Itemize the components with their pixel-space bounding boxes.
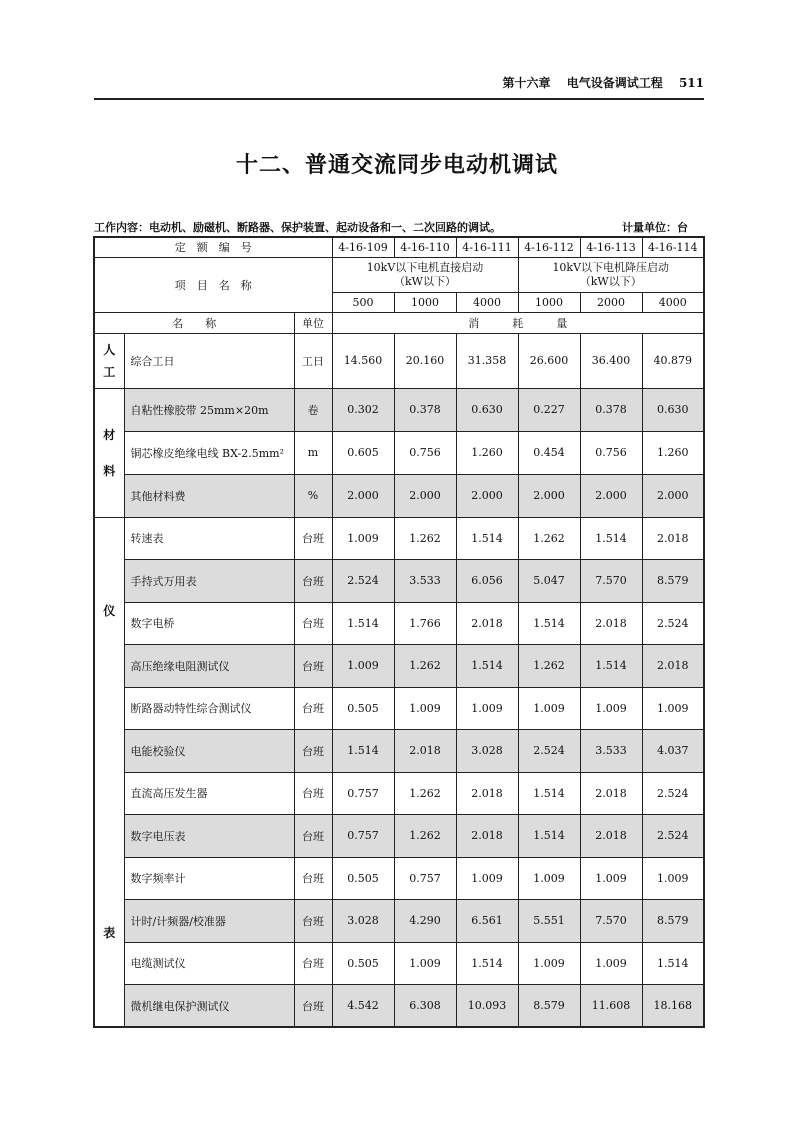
table-row xyxy=(94,602,704,645)
value-cell: 0.630 xyxy=(642,388,704,431)
value-cell: 0.378 xyxy=(580,388,642,431)
page-title: 十二、普通交流同步电动机调试 xyxy=(235,152,558,178)
item-name: 电缆测试仪 xyxy=(124,942,294,985)
section-label: 电气设备调试工程 xyxy=(566,76,663,90)
value-cell: 1.262 xyxy=(394,517,456,560)
code-cell: 4-16-109 xyxy=(332,237,394,257)
item-unit: m xyxy=(294,431,332,474)
value-cell: 2.018 xyxy=(580,772,642,815)
item-unit: 台班 xyxy=(294,517,332,560)
value-cell: 3.028 xyxy=(332,900,394,943)
value-cell: 26.600 xyxy=(518,333,580,388)
value-cell: 1.009 xyxy=(580,687,642,730)
value-cell: 0.757 xyxy=(332,772,394,815)
table-row xyxy=(94,900,704,943)
item-unit: 工日 xyxy=(294,333,332,388)
value-cell: 1.009 xyxy=(456,857,518,900)
value-cell: 0.454 xyxy=(518,431,580,474)
value-cell: 2.524 xyxy=(518,730,580,773)
table-row xyxy=(94,474,704,517)
value-cell: 14.560 xyxy=(332,333,394,388)
category-char: 工 xyxy=(103,364,116,379)
item-unit: 台班 xyxy=(294,772,332,815)
column-header-row xyxy=(94,312,704,333)
value-cell: 2.018 xyxy=(456,602,518,645)
value-cell: 1.514 xyxy=(332,602,394,645)
value-cell: 3.533 xyxy=(394,560,456,603)
value-cell: 1.262 xyxy=(394,815,456,858)
item-unit: 台班 xyxy=(294,815,332,858)
value-cell: 7.570 xyxy=(580,900,642,943)
value-cell: 1.766 xyxy=(394,602,456,645)
value-cell: 5.047 xyxy=(518,560,580,603)
value-cell: 1.514 xyxy=(518,602,580,645)
quota-label: 定 额 编 号 xyxy=(94,237,332,257)
item-name: 手持式万用表 xyxy=(124,560,294,603)
value-cell: 2.000 xyxy=(456,474,518,517)
group-header-reduced xyxy=(518,257,704,292)
table-row xyxy=(94,857,704,900)
value-cell: 0.227 xyxy=(518,388,580,431)
value-cell: 1.009 xyxy=(642,857,704,900)
value-cell: 1.009 xyxy=(394,942,456,985)
code-cell: 4-16-114 xyxy=(642,237,704,257)
col-name-header: 名 称 xyxy=(94,312,294,333)
item-name: 综合工日 xyxy=(124,333,294,388)
value-cell: 0.757 xyxy=(332,815,394,858)
group-row xyxy=(94,257,704,292)
value-cell: 1.262 xyxy=(518,645,580,688)
table-row xyxy=(94,560,704,603)
value-cell: 2.524 xyxy=(642,602,704,645)
value-cell: 1.009 xyxy=(518,857,580,900)
value-cell: 1.514 xyxy=(518,815,580,858)
value-cell: 8.579 xyxy=(518,985,580,1028)
page-number: 511 xyxy=(678,76,704,90)
table-row xyxy=(94,431,704,474)
category-char: 材 xyxy=(103,427,116,442)
col-unit-header: 单位 xyxy=(294,312,332,333)
value-cell: 2.000 xyxy=(394,474,456,517)
value-cell: 1.009 xyxy=(580,857,642,900)
value-cell: 4.037 xyxy=(642,730,704,773)
table-row xyxy=(94,815,704,858)
col-consumption-header: 消 耗 量 xyxy=(332,312,704,333)
value-cell: 2.524 xyxy=(642,815,704,858)
item-name: 铜芯橡皮绝缘电线 BX-2.5mm² xyxy=(124,431,294,474)
item-name: 其他材料费 xyxy=(124,474,294,517)
item-name: 自粘性橡胶带 25mm×20m xyxy=(124,388,294,431)
value-cell: 0.605 xyxy=(332,431,394,474)
unit-measure: 计量单位：台 xyxy=(622,221,688,234)
table-meta xyxy=(94,219,694,235)
item-unit: 台班 xyxy=(294,687,332,730)
item-name: 数字电压表 xyxy=(124,815,294,858)
capacity-cell: 4000 xyxy=(642,292,704,312)
group-header-direct xyxy=(332,257,518,292)
table-row xyxy=(94,517,704,560)
materials-category xyxy=(94,388,124,517)
item-unit: 台班 xyxy=(294,857,332,900)
value-cell: 8.579 xyxy=(642,900,704,943)
labor-category xyxy=(94,333,124,388)
item-name: 转速表 xyxy=(124,517,294,560)
item-name: 电能校验仪 xyxy=(124,730,294,773)
value-cell: 0.757 xyxy=(394,857,456,900)
capacity-cell: 2000 xyxy=(580,292,642,312)
value-cell: 20.160 xyxy=(394,333,456,388)
value-cell: 1.260 xyxy=(456,431,518,474)
value-cell: 0.756 xyxy=(394,431,456,474)
item-unit: % xyxy=(294,474,332,517)
table-row xyxy=(94,730,704,773)
value-cell: 2.524 xyxy=(642,772,704,815)
group-line1: 10kV以下电机降压启动 xyxy=(552,260,670,274)
value-cell: 1.514 xyxy=(456,517,518,560)
value-cell: 0.630 xyxy=(456,388,518,431)
value-cell: 0.505 xyxy=(332,687,394,730)
value-cell: 2.018 xyxy=(642,517,704,560)
value-cell: 8.579 xyxy=(642,560,704,603)
capacity-cell: 1000 xyxy=(518,292,580,312)
value-cell: 2.000 xyxy=(642,474,704,517)
quota-table xyxy=(93,236,705,1028)
value-cell: 0.378 xyxy=(394,388,456,431)
value-cell: 4.542 xyxy=(332,985,394,1028)
value-cell: 11.608 xyxy=(580,985,642,1028)
capacity-cell: 4000 xyxy=(456,292,518,312)
capacity-cell: 1000 xyxy=(394,292,456,312)
value-cell: 5.551 xyxy=(518,900,580,943)
value-cell: 2.018 xyxy=(394,730,456,773)
item-unit: 台班 xyxy=(294,942,332,985)
table-row xyxy=(94,772,704,815)
table-row xyxy=(94,687,704,730)
value-cell: 1.009 xyxy=(518,942,580,985)
value-cell: 31.358 xyxy=(456,333,518,388)
value-cell: 2.018 xyxy=(642,645,704,688)
item-unit: 台班 xyxy=(294,645,332,688)
value-cell: 0.505 xyxy=(332,942,394,985)
value-cell: 6.056 xyxy=(456,560,518,603)
value-cell: 7.570 xyxy=(580,560,642,603)
page-header xyxy=(94,74,704,100)
group-line2: （kW以下） xyxy=(579,274,642,288)
code-cell: 4-16-111 xyxy=(456,237,518,257)
value-cell: 0.302 xyxy=(332,388,394,431)
quota-code-row xyxy=(94,237,704,257)
item-name: 数字电桥 xyxy=(124,602,294,645)
item-unit: 台班 xyxy=(294,900,332,943)
table-row xyxy=(94,942,704,985)
value-cell: 3.028 xyxy=(456,730,518,773)
value-cell: 0.505 xyxy=(332,857,394,900)
item-name: 计时/计频器/校准器 xyxy=(124,900,294,943)
category-char: 人 xyxy=(103,342,116,357)
value-cell: 1.262 xyxy=(518,517,580,560)
table-row xyxy=(94,333,704,388)
value-cell: 1.009 xyxy=(580,942,642,985)
value-cell: 0.756 xyxy=(580,431,642,474)
item-unit: 台班 xyxy=(294,985,332,1028)
item-unit: 卷 xyxy=(294,388,332,431)
item-name: 高压绝缘电阻测试仪 xyxy=(124,645,294,688)
value-cell: 2.524 xyxy=(332,560,394,603)
value-cell: 1.009 xyxy=(394,687,456,730)
item-name-label: 项 目 名 称 xyxy=(94,257,332,312)
item-name: 直流高压发生器 xyxy=(124,772,294,815)
item-name: 断路器动特性综合测试仪 xyxy=(124,687,294,730)
value-cell: 2.000 xyxy=(518,474,580,517)
value-cell: 1.009 xyxy=(456,687,518,730)
capacity-cell: 500 xyxy=(332,292,394,312)
item-name: 微机继电保护测试仪 xyxy=(124,985,294,1028)
instruments-category xyxy=(94,517,124,1027)
value-cell: 1.009 xyxy=(332,645,394,688)
table-row xyxy=(94,388,704,431)
value-cell: 1.514 xyxy=(580,517,642,560)
code-cell: 4-16-110 xyxy=(394,237,456,257)
value-cell: 1.260 xyxy=(642,431,704,474)
value-cell: 1.514 xyxy=(332,730,394,773)
value-cell: 10.093 xyxy=(456,985,518,1028)
table-row xyxy=(94,985,704,1028)
group-line1: 10kV以下电机直接启动 xyxy=(366,260,484,274)
value-cell: 1.514 xyxy=(456,645,518,688)
code-cell: 4-16-112 xyxy=(518,237,580,257)
group-line2: （kW以下） xyxy=(394,274,456,288)
value-cell: 1.514 xyxy=(456,942,518,985)
value-cell: 2.000 xyxy=(580,474,642,517)
value-cell: 18.168 xyxy=(642,985,704,1028)
value-cell: 1.009 xyxy=(332,517,394,560)
value-cell: 6.308 xyxy=(394,985,456,1028)
work-content: 工作内容：电动机、励磁机、断路器、保护装置、起动设备和一、二次回路的调试。 xyxy=(94,221,501,234)
category-char: 料 xyxy=(103,463,116,478)
value-cell: 3.533 xyxy=(580,730,642,773)
category-char: 表 xyxy=(103,925,116,940)
value-cell: 2.018 xyxy=(456,772,518,815)
value-cell: 2.000 xyxy=(332,474,394,517)
value-cell: 1.009 xyxy=(518,687,580,730)
chapter-label: 第十六章 xyxy=(502,76,551,90)
value-cell: 1.262 xyxy=(394,645,456,688)
value-cell: 1.514 xyxy=(642,942,704,985)
value-cell: 40.879 xyxy=(642,333,704,388)
value-cell: 1.009 xyxy=(642,687,704,730)
table-row xyxy=(94,645,704,688)
item-unit: 台班 xyxy=(294,730,332,773)
item-unit: 台班 xyxy=(294,602,332,645)
value-cell: 2.018 xyxy=(456,815,518,858)
value-cell: 1.262 xyxy=(394,772,456,815)
value-cell: 36.400 xyxy=(580,333,642,388)
value-cell: 2.018 xyxy=(580,815,642,858)
item-name: 数字频率计 xyxy=(124,857,294,900)
item-unit: 台班 xyxy=(294,560,332,603)
value-cell: 2.018 xyxy=(580,602,642,645)
value-cell: 6.561 xyxy=(456,900,518,943)
value-cell: 1.514 xyxy=(580,645,642,688)
category-char: 仪 xyxy=(103,603,116,618)
value-cell: 1.514 xyxy=(518,772,580,815)
code-cell: 4-16-113 xyxy=(580,237,642,257)
value-cell: 4.290 xyxy=(394,900,456,943)
